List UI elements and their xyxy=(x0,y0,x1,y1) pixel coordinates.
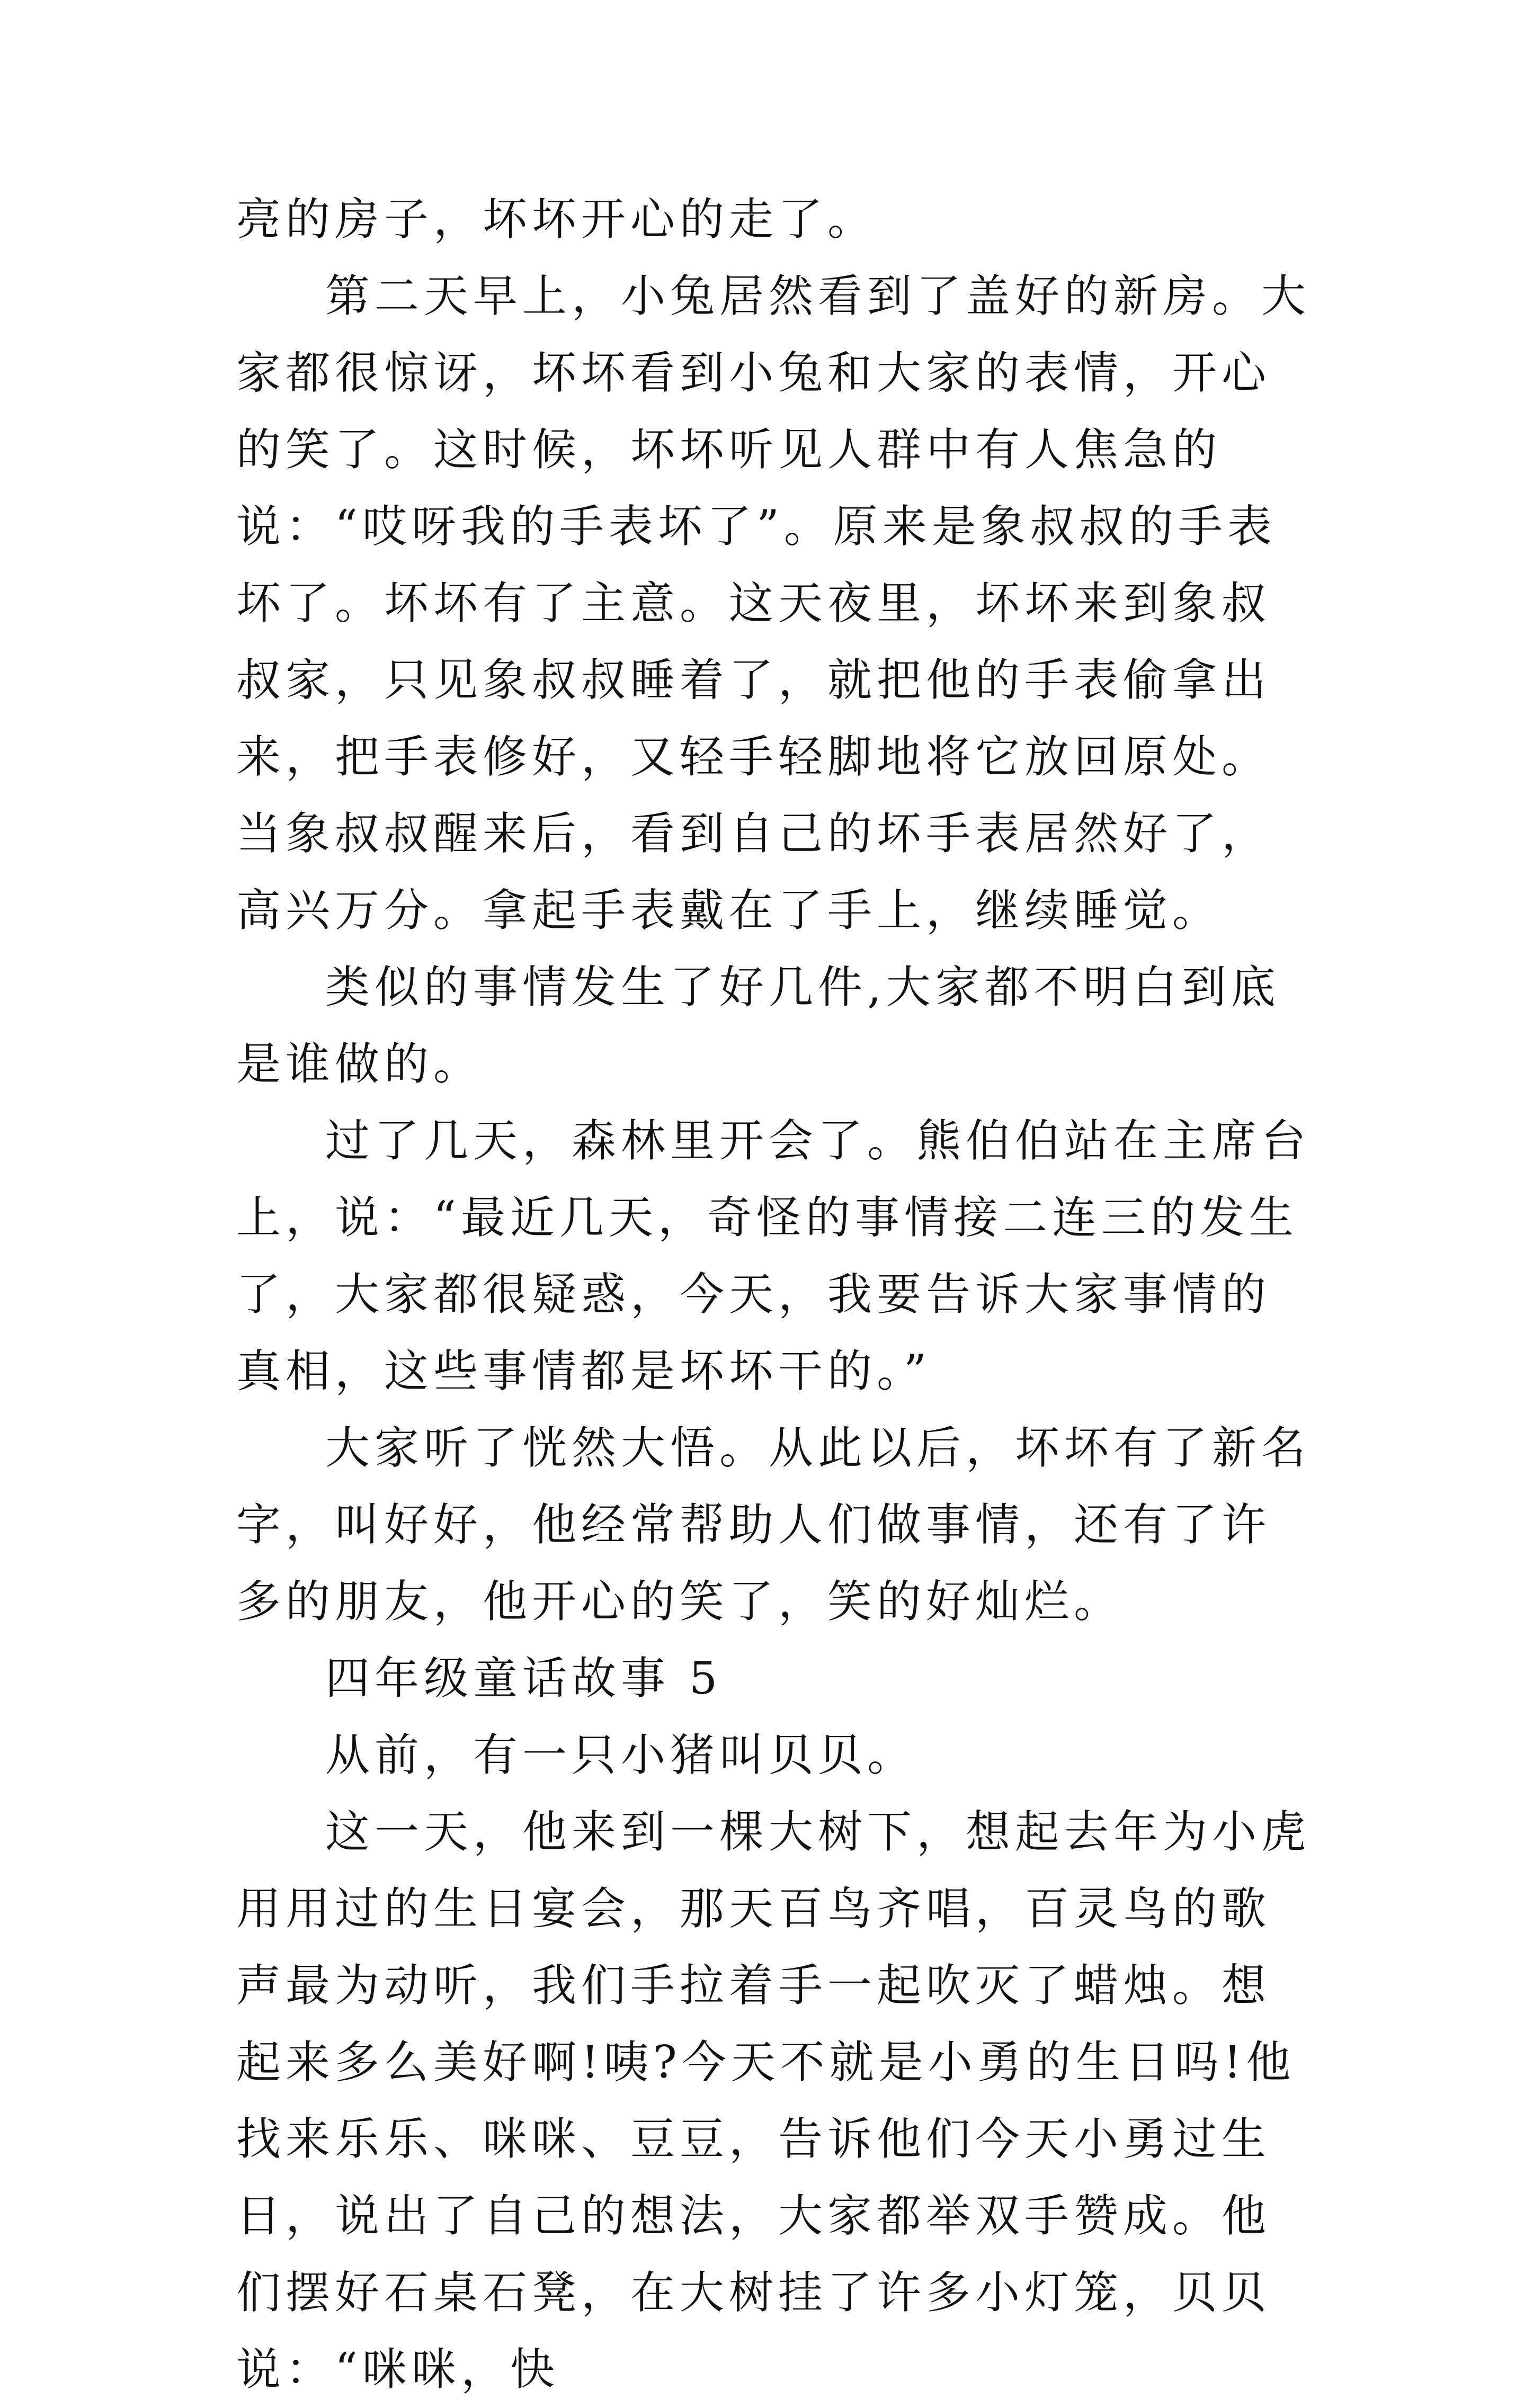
paragraph-continuation: 亮的房子，坏坏开心的走了。 xyxy=(236,193,877,245)
paragraph: 从前，有一只小猪叫贝贝。 xyxy=(325,1729,917,1781)
paragraph: 类似的事情发生了好几件,大家都不明白到底是谁做的。 xyxy=(236,961,1280,1090)
paragraph: 过了几天，森林里开会了。熊伯伯站在主席台上，说：“最近几天，奇怪的事情接二连三的发生了，大家都很疑惑，今天，我要告诉大家事情的真相，这些事情都是坏坏干的。” xyxy=(236,1115,1311,1397)
section-heading: 四年级童话故事 5 xyxy=(325,1652,723,1704)
paragraph: 大家听了恍然大悟。从此以后，坏坏有了新名字，叫好好，他经常帮助人们做事情，还有了许多的朋友，他开心的笑了，笑的好灿烂。 xyxy=(236,1422,1311,1627)
paragraph: 第二天早上，小兔居然看到了盖好的新房。大家都很惊讶，坏坏看到小兔和大家的表情，开心的笑了。这时候，坏坏听见人群中有人焦急的说：“哎呀我的手表坏了”。原来是象叔叔的手表坏了。坏坏有了主意。这天夜里，坏坏来到象叔叔家，只见象叔叔睡着了，就把他的手表偷拿出来，把手表修好，又轻手轻脚地将它放回原处。当象叔叔醒来后，看到自己的坏手表居然好了，高兴万分。拿起手表戴在了手上，继续睡觉。 xyxy=(236,270,1311,936)
document-body xyxy=(236,181,1317,2408)
paragraph: 这一天，他来到一棵大树下，想起去年为小虎用用过的生日宴会，那天百鸟齐唱，百灵鸟的歌声最为动听，我们手拉着手一起吹灭了蜡烛。想起来多么美好啊!咦?今天不就是小勇的生日吗!他找来乐乐、咪咪、豆豆，告诉他们今天小勇过生日，说出了自己的想法，大家都举双手赞成。他们摆好石桌石凳，在大树挂了许多小灯笼，贝贝说：“咪咪，快 xyxy=(236,1806,1311,2395)
